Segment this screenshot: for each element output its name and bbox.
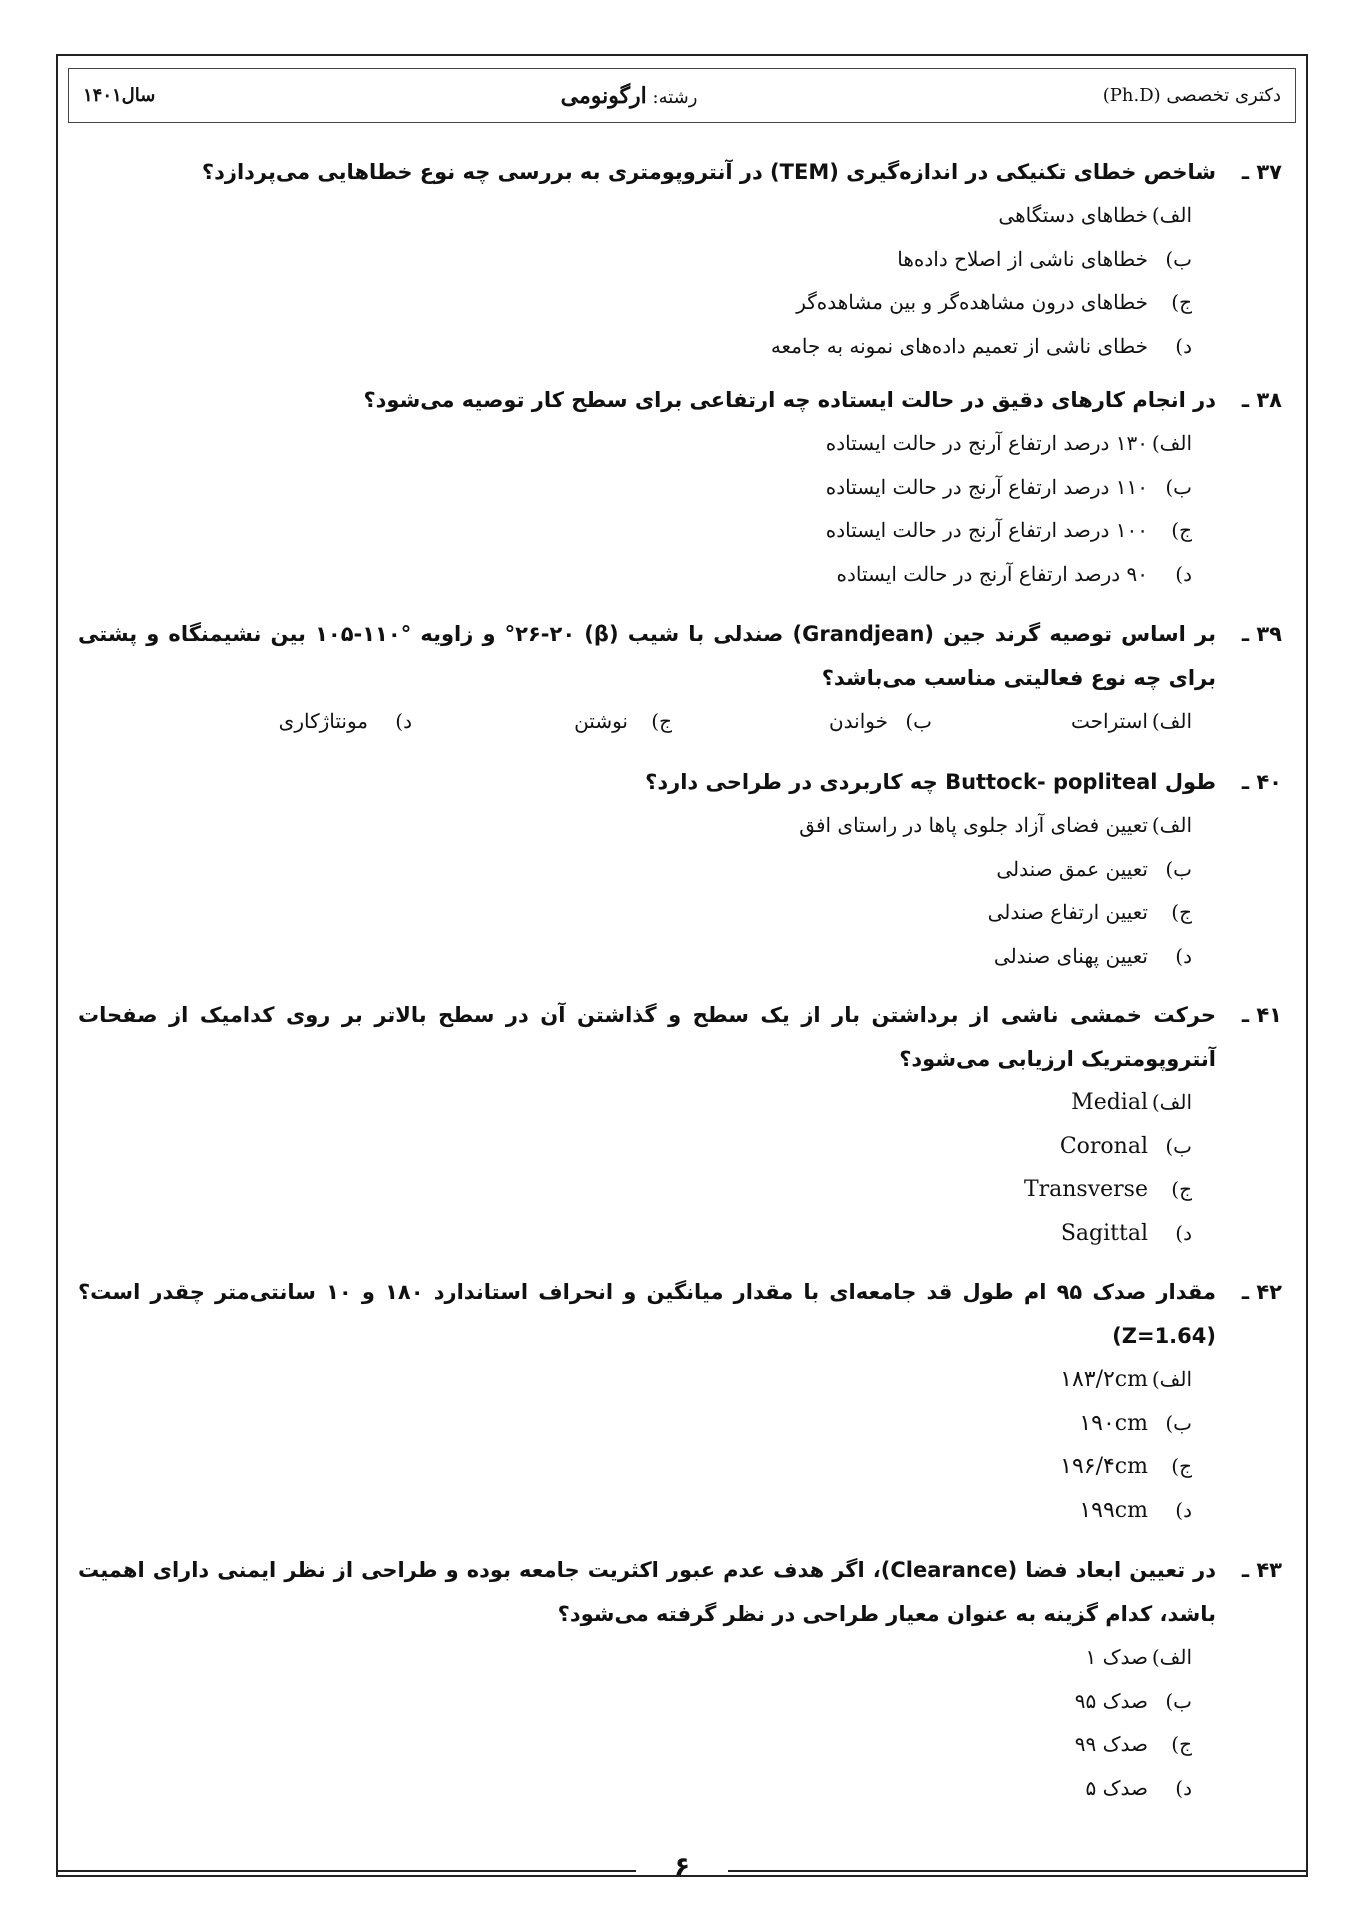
option[interactable] bbox=[78, 1767, 1192, 1811]
question-number: ۴۳ ـ bbox=[1241, 1558, 1282, 1582]
options-list bbox=[78, 804, 1192, 978]
question-text: مقدار صدک ۹۵ ام طول قد جامعه‌ای با مقدار میانگین و انحراف استاندارد ۱۸۰ و ۱۰ سانتی‌متر چقدر است؟ (Z=1.64) bbox=[78, 1280, 1217, 1348]
option-text: ۱۹۰cm bbox=[1079, 1410, 1148, 1436]
option-text: ۱۹۶/۴cm bbox=[1060, 1454, 1148, 1479]
options-list bbox=[78, 1081, 1192, 1255]
question-42 bbox=[78, 1270, 1282, 1532]
option-text: استراحت bbox=[1071, 709, 1148, 733]
page-header bbox=[68, 68, 1296, 123]
option-key: ج) bbox=[1171, 290, 1192, 314]
option-key: الف) bbox=[1151, 1367, 1192, 1391]
option-key: الف) bbox=[1151, 709, 1192, 733]
question-number: ۴۰ ـ bbox=[1241, 770, 1282, 794]
option[interactable] bbox=[78, 1636, 1192, 1680]
option-key: د) bbox=[1175, 1775, 1192, 1800]
option[interactable] bbox=[78, 1081, 1192, 1125]
question-text: حرکت خمشی ناشی از برداشتن بار از یک سطح و گذاشتن آن در سطح بالاتر بر روی کدامیک از صفحات آنتروپومتریک ارزیابی می‌شود؟ bbox=[78, 1003, 1216, 1071]
option[interactable] bbox=[78, 422, 1192, 466]
option-key: ب) bbox=[1165, 1410, 1192, 1435]
options-list bbox=[78, 422, 1192, 596]
exam-year: سال۱۴۰۱ bbox=[83, 85, 156, 106]
option-text: Transverse bbox=[1023, 1177, 1148, 1202]
option[interactable] bbox=[78, 1125, 1192, 1169]
option-text: Coronal bbox=[1059, 1133, 1148, 1159]
option-key: د) bbox=[1175, 1497, 1192, 1522]
option-key: ج) bbox=[1171, 900, 1192, 924]
option-key: ب) bbox=[1165, 1688, 1192, 1713]
option[interactable] bbox=[78, 1212, 1192, 1256]
question-number: ۳۸ ـ bbox=[1241, 388, 1282, 412]
option-key: ب) bbox=[1165, 1133, 1192, 1158]
question-37 bbox=[78, 150, 1282, 368]
option[interactable] bbox=[78, 848, 1192, 892]
option[interactable] bbox=[78, 553, 1192, 597]
question-text: در تعیین ابعاد فضا (Clearance)، اگر هدف عدم عبور اکثریت جامعه بوده و طراحی از نظر ایمنی دارای اهمیت باشد، کدام گزینه به عنوان معیار طراحی در نظر گرفته می‌شود؟ bbox=[78, 1558, 1217, 1626]
option-text: تعیین ارتفاع صندلی bbox=[987, 900, 1148, 924]
question-40 bbox=[78, 760, 1282, 978]
option-key: الف) bbox=[1151, 1090, 1192, 1114]
options-list bbox=[78, 194, 1192, 368]
option-text: صدک ۹۵ bbox=[1074, 1688, 1148, 1713]
option-text: صدک ۹۹ bbox=[1074, 1732, 1148, 1756]
option-key: ب) bbox=[1165, 474, 1192, 499]
option[interactable] bbox=[78, 1680, 1192, 1724]
question-number: ۴۱ ـ bbox=[1241, 1003, 1282, 1027]
option[interactable] bbox=[78, 509, 1192, 553]
question-text: طول Buttock- popliteal چه کاربردی در طراحی دارد؟ bbox=[645, 770, 1216, 794]
option-key: الف) bbox=[1151, 813, 1192, 837]
option-key: الف) bbox=[1151, 203, 1192, 227]
option[interactable] bbox=[412, 700, 672, 744]
question-number: ۳۷ ـ bbox=[1241, 160, 1282, 184]
question-number: ۳۹ ـ bbox=[1241, 622, 1282, 646]
question-39 bbox=[78, 612, 1282, 744]
option-key: ب) bbox=[905, 709, 932, 733]
option[interactable] bbox=[78, 891, 1192, 935]
option-key: ج) bbox=[1171, 1732, 1192, 1756]
option-text: ۱۱۰ درصد ارتفاع آرنج در حالت ایستاده bbox=[825, 474, 1148, 499]
option[interactable] bbox=[672, 700, 932, 744]
page-footer bbox=[56, 1850, 1308, 1890]
field-title bbox=[561, 83, 698, 109]
option[interactable] bbox=[78, 1402, 1192, 1446]
option-key: ب) bbox=[1165, 246, 1192, 271]
option-key: د) bbox=[395, 709, 412, 733]
option-text: خطاهای ناشی از اصلاح داده‌ها bbox=[897, 246, 1148, 271]
option-text: ۱۰۰ درصد ارتفاع آرنج در حالت ایستاده bbox=[825, 518, 1148, 542]
option[interactable] bbox=[78, 1358, 1192, 1402]
option[interactable] bbox=[932, 700, 1192, 744]
option-key: الف) bbox=[1151, 1645, 1192, 1669]
options-row bbox=[78, 700, 1192, 744]
option[interactable] bbox=[78, 1168, 1192, 1212]
option-text: مونتاژکاری bbox=[278, 709, 368, 733]
question-38 bbox=[78, 378, 1282, 596]
option[interactable] bbox=[78, 238, 1192, 282]
option-text: ۱۳۰ درصد ارتفاع آرنج در حالت ایستاده bbox=[825, 431, 1148, 455]
option-key: د) bbox=[1175, 561, 1192, 586]
option-key: د) bbox=[1175, 333, 1192, 358]
option-text: صدک ۵ bbox=[1085, 1775, 1148, 1800]
option[interactable] bbox=[78, 281, 1192, 325]
option[interactable] bbox=[78, 1445, 1192, 1489]
options-list bbox=[78, 1636, 1192, 1810]
option-text: تعیین عمق صندلی bbox=[996, 856, 1148, 881]
option-text: خطای ناشی از تعمیم داده‌های نمونه به جامعه bbox=[770, 333, 1148, 358]
field-label: رشته: bbox=[652, 86, 698, 108]
question-text: بر اساس توصیه گرند جین (Grandjean) صندلی با شیب (β) °۲۶-۲۰ و زاویه °۱۱۰-۱۰۵ بین نشیمنگاه و پشتی برای چه نوع فعالیتی مناسب می‌باشد؟ bbox=[78, 622, 1216, 690]
option-key: ب) bbox=[1165, 856, 1192, 881]
option-key: الف) bbox=[1151, 431, 1192, 455]
degree-label: دکتری تخصصی (Ph.D) bbox=[1102, 85, 1281, 106]
option-text: خطاهای درون مشاهده‌گر و بین مشاهده‌گر bbox=[796, 290, 1148, 314]
option[interactable] bbox=[78, 194, 1192, 238]
option-key: ج) bbox=[1171, 1177, 1192, 1201]
option[interactable] bbox=[78, 1489, 1192, 1533]
option[interactable] bbox=[152, 700, 412, 744]
options-list bbox=[78, 1358, 1192, 1532]
option-text: صدک ۱ bbox=[1085, 1645, 1148, 1669]
option-key: ج) bbox=[651, 709, 672, 733]
question-number: ۴۲ ـ bbox=[1241, 1280, 1282, 1304]
option-text: ۹۰ درصد ارتفاع آرنج در حالت ایستاده bbox=[836, 561, 1148, 586]
option-key: د) bbox=[1175, 943, 1192, 968]
option-key: ج) bbox=[1171, 1454, 1192, 1478]
option-key: د) bbox=[1175, 1220, 1192, 1245]
question-43 bbox=[78, 1548, 1282, 1810]
option[interactable] bbox=[78, 466, 1192, 510]
option-text: Medial bbox=[1071, 1090, 1148, 1115]
option-text: خطاهای دستگاهی bbox=[998, 203, 1148, 227]
option[interactable] bbox=[78, 804, 1192, 848]
field-value: ارگونومی bbox=[560, 82, 647, 109]
option[interactable] bbox=[78, 935, 1192, 979]
option-text: Sagittal bbox=[1060, 1220, 1148, 1246]
page-number: ۶ bbox=[674, 1852, 690, 1882]
option-text: نوشتن bbox=[574, 709, 628, 733]
question-text: شاخص خطای تکنیکی در اندازه‌گیری (TEM) در آنتروپومتری به بررسی چه نوع خطاهایی می‌پردازد؟ bbox=[201, 160, 1216, 184]
option-text: تعیین پهنای صندلی bbox=[993, 943, 1148, 968]
question-text: در انجام کارهای دقیق در حالت ایستاده چه ارتفاعی برای سطح کار توصیه می‌شود؟ bbox=[363, 388, 1216, 412]
option-text: خواندن bbox=[828, 709, 888, 733]
option-key: ج) bbox=[1171, 518, 1192, 542]
option[interactable] bbox=[78, 325, 1192, 369]
footer-divider-right bbox=[728, 1870, 1308, 1872]
option-text: تعیین فضای آزاد جلوی پاها در راستای افق bbox=[799, 813, 1148, 837]
question-41 bbox=[78, 993, 1282, 1255]
option-text: ۱۹۹cm bbox=[1079, 1497, 1148, 1523]
option-text: ۱۸۳/۲cm bbox=[1060, 1367, 1148, 1392]
option[interactable] bbox=[78, 1723, 1192, 1767]
